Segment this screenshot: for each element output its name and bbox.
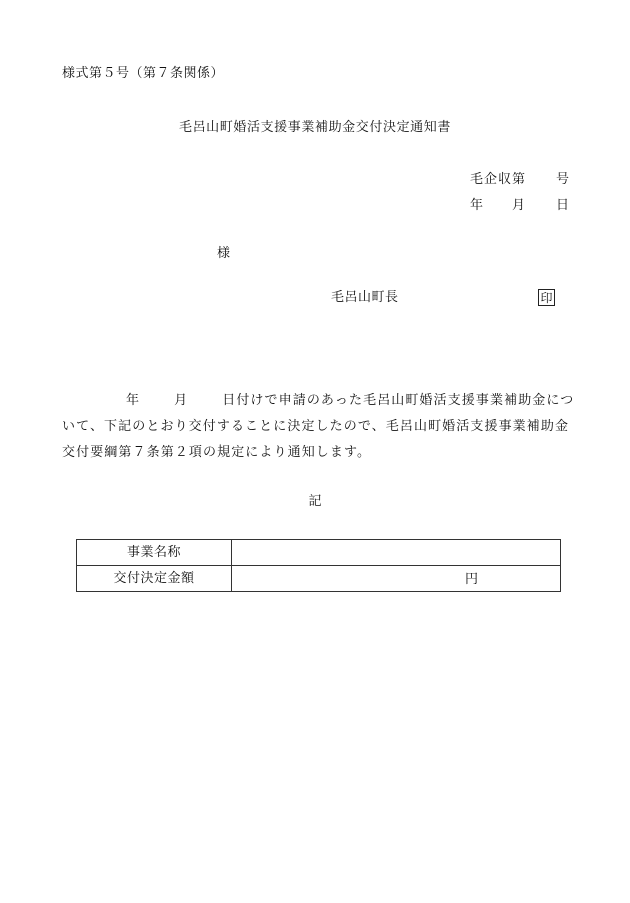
row-label-grant-amount: 交付決定金額 xyxy=(77,566,232,592)
table-row xyxy=(77,540,561,566)
recipient-honorific: 様 xyxy=(217,246,231,261)
sender-title: 毛呂山町長 xyxy=(331,290,399,305)
date-day-label: 日 xyxy=(556,198,570,213)
grant-info-table xyxy=(76,539,561,592)
reference-number-prefix: 毛企収第 xyxy=(470,172,527,187)
document-title: 毛呂山町婚活支援事業補助金交付決定通知書 xyxy=(178,120,451,135)
ki-heading: 記 xyxy=(308,494,322,509)
row-value-project-name xyxy=(232,540,561,566)
table-row xyxy=(77,566,561,592)
body-text: 日付けで申請のあった毛呂山町婚活支援事業補助金について、下記のとおり交付することに決定したので、毛呂山町婚活支援事業補助金交付要綱第７条第２項の規定により通知します。 xyxy=(62,393,575,460)
form-number: 様式第５号（第７条関係） xyxy=(62,66,225,81)
row-value-grant-amount xyxy=(232,566,561,592)
reference-number-suffix: 号 xyxy=(556,172,570,187)
yen-unit: 円 xyxy=(465,572,479,587)
notice-body xyxy=(62,388,578,466)
body-month-label: 月 xyxy=(174,393,189,408)
date-month-label: 月 xyxy=(512,198,526,213)
seal-stamp: 印 xyxy=(538,289,555,306)
row-label-project-name: 事業名称 xyxy=(77,540,232,566)
date-year-label: 年 xyxy=(470,198,484,213)
body-year-label: 年 xyxy=(126,393,141,408)
